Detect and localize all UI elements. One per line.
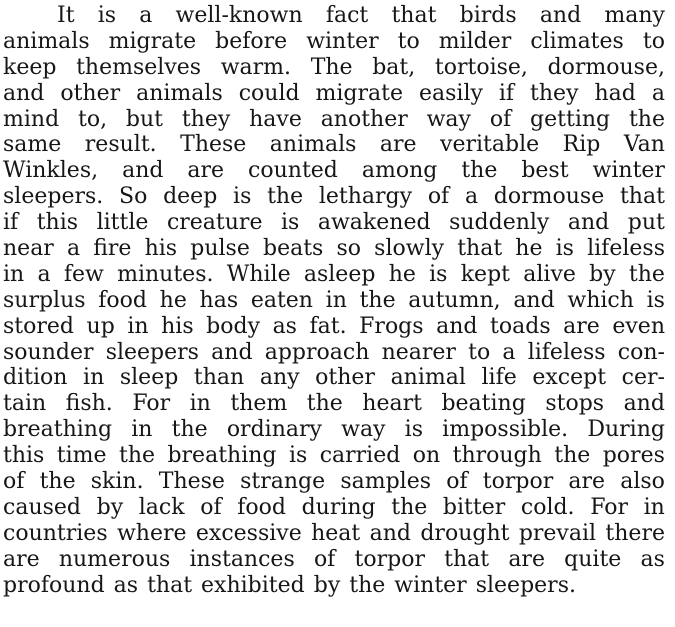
text-line: dition in sleep than any other animal life except cer- [3,365,665,391]
text-line: this time the breathing is carried on through the pores [3,443,665,469]
text-line: It is a well-known fact that birds and many [57,3,665,28]
text-line: stored up in his body as fat. Frogs and toads are even [3,313,665,339]
text-line: keep themselves warm. The bat, tortoise, dormouse, [3,54,665,80]
text-line: mind to, but they have another way of getting the [3,106,665,132]
text-line: caused by lack of food during the bitter cold. For in [3,494,665,520]
text-line: Winkles, and are counted among the best winter [3,158,665,184]
text-line: profound as that exhibited by the winter sleepers. [3,572,576,598]
text-line: surplus food he has eaten in the autumn, and which is [3,287,665,313]
article-paragraph [3,3,665,598]
text-line: sounder sleepers and approach nearer to a lifeless con- [3,339,665,365]
text-line: if this little creature is awakened suddenly and put [3,210,665,236]
text-line: animals migrate before winter to milder climates to [3,28,665,54]
text-line: tain fish. For in them the heart beating stops and [3,391,665,417]
text-line: sleepers. So deep is the lethargy of a dormouse that [3,184,665,210]
text-line: and other animals could migrate easily if they had a [3,80,665,106]
text-line: are numerous instances of torpor that are quite as [3,546,665,572]
text-line: countries where excessive heat and drought prevail there [3,520,665,546]
text-line: in a few minutes. While asleep he is kept alive by the [3,261,665,287]
text-line: of the skin. These strange samples of torpor are also [3,469,665,495]
text-line: near a fire his pulse beats so slowly that he is lifeless [3,236,665,262]
text-line: breathing in the ordinary way is impossible. During [3,417,665,443]
text-line: same result. These animals are veritable Rip Van [3,132,665,158]
